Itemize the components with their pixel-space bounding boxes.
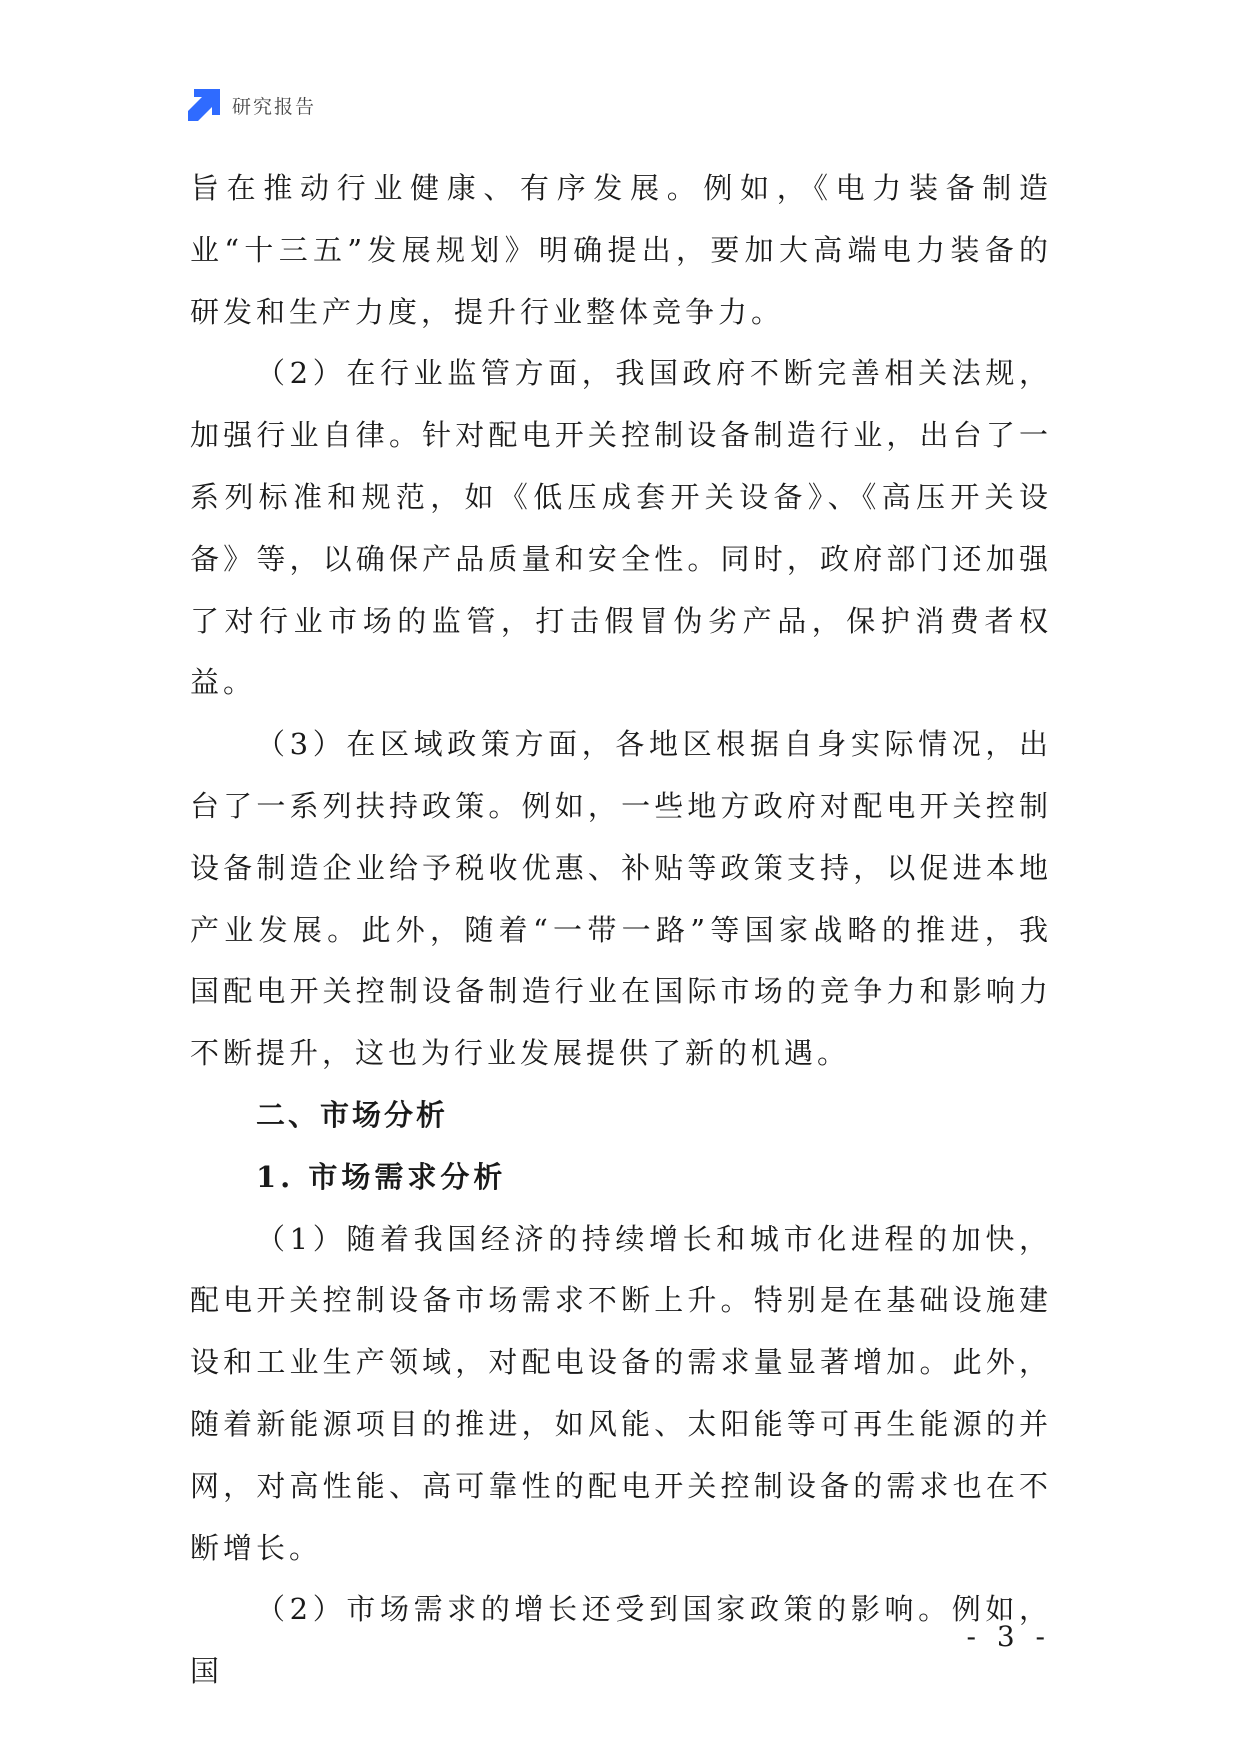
paragraph-regional-policy: （3）在区域政策方面，各地区根据自身实际情况，出台了一系列扶持政策。例如，一些地方政府对配电开关控制设备制造企业给予税收优惠、补贴等政策支持，以促进本地产业发展。此外，随着“一带一路”等国家战略的推进，我国配电开关控制设备制造行业在国际市场的竞争力和影响力不断提升，这也为行业发展提供了新的机遇。 xyxy=(190,727,1052,1071)
page-number: - 3 - xyxy=(966,1620,1051,1653)
document-body xyxy=(190,158,1052,1703)
paragraph-continuation: 旨在推动行业健康、有序发展。例如，《电力装备制造业“十三五”发展规划》明确提出，要加大高端电力装备的研发和生产力度，提升行业整体竞争力。 xyxy=(190,171,1052,329)
paragraph-policy-influence: （2）市场需求的增长还受到国家政策的影响。例如，国 xyxy=(190,1592,1052,1689)
page-header xyxy=(188,88,316,122)
section-heading: 二、市场分析 xyxy=(256,1097,449,1132)
paragraph-regulation: （2）在行业监管方面，我国政府不断完善相关法规，加强行业自律。针对配电开关控制设备制造行业，出台了一系列标准和规范，如《低压成套开关设备》、《高压开关设备》等，以确保产品质量和安全性。同时，政府部门还加强了对行业市场的监管，打击假冒伪劣产品，保护消费者权益。 xyxy=(190,356,1052,700)
subsection-heading: 1. 市场需求分析 xyxy=(256,1159,507,1194)
report-type-label: 研究报告 xyxy=(232,95,317,118)
arrow-up-right-logo-icon xyxy=(188,89,220,121)
paragraph-demand-growth: （1）随着我国经济的持续增长和城市化进程的加快，配电开关控制设备市场需求不断上升。特别是在基础设施建设和工业生产领域，对配电设备的需求量显著增加。此外，随着新能源项目的推进，如风能、太阳能等可再生能源的并网，对高性能、高可靠性的配电开关控制设备的需求也在不断增长。 xyxy=(190,1221,1052,1565)
